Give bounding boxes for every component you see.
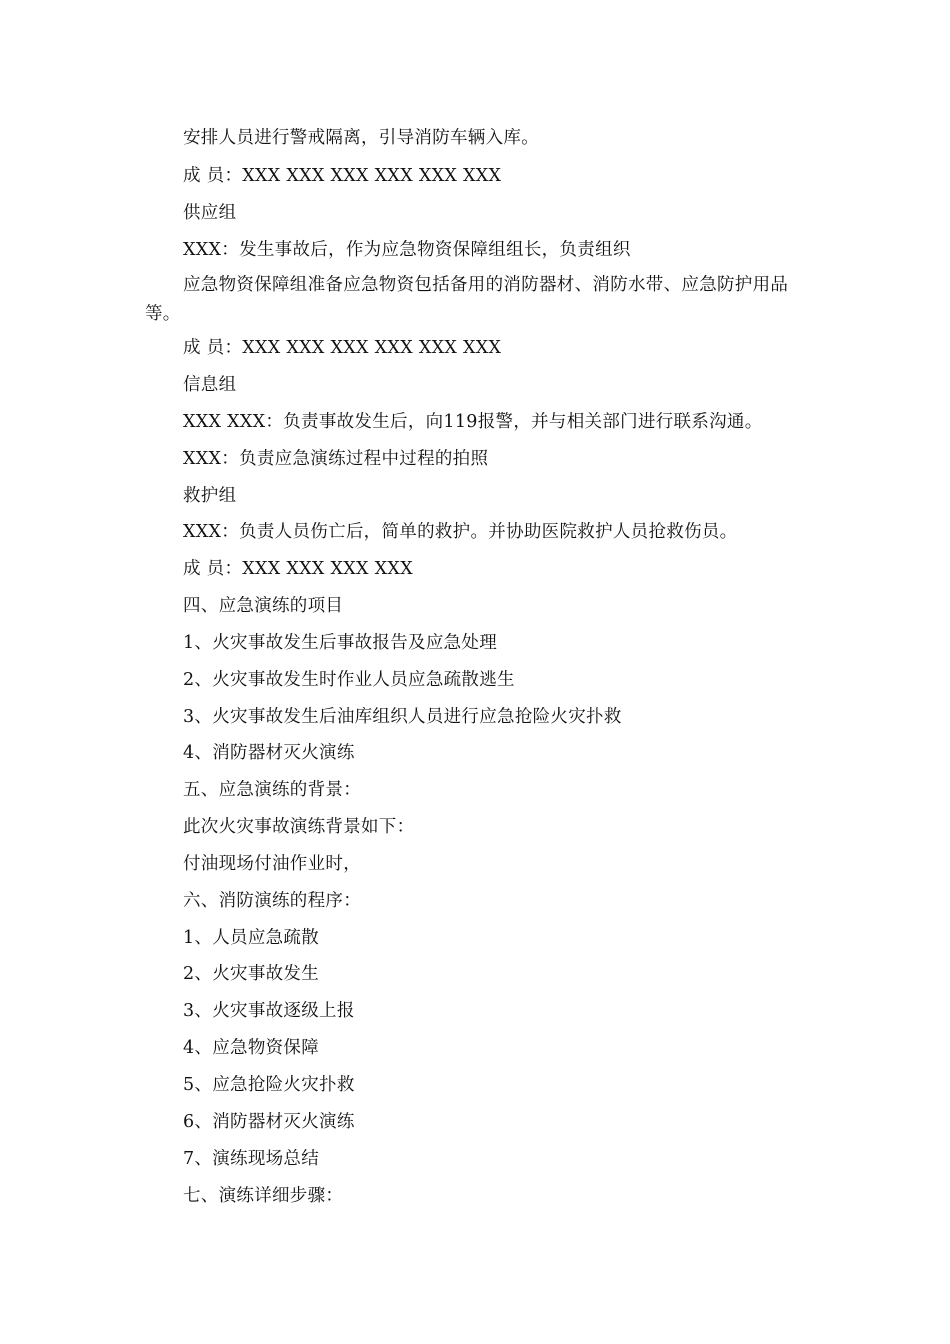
paragraph-supply-leader: XXX：发生事故后，作为应急物资保障组组长，负责组织 <box>183 240 631 260</box>
heading-drill-background: 五、应急演练的背景： <box>183 780 361 800</box>
paragraph-info-report: XXX XXX：负责事故发生后，向119报警，并与相关部门进行联系沟通。 <box>183 412 763 432</box>
list-item-drill-1: 1、火灾事故发生后事故报告及应急处理 <box>183 633 498 653</box>
heading-supply-group: 供应组 <box>183 203 237 223</box>
list-item-drill-2: 2、火灾事故发生时作业人员应急疏散逃生 <box>183 670 515 690</box>
list-item-procedure-2: 2、火灾事故发生 <box>183 964 320 984</box>
paragraph-supply-materials: 应急物资保障组准备应急物资包括备用的消防器材、消防水带、应急防护用品等。 <box>145 275 789 324</box>
paragraph-info-photo: XXX：负责应急演练过程中过程的拍照 <box>183 449 489 469</box>
paragraph-background-intro: 此次火灾事故演练背景如下： <box>183 817 415 837</box>
list-item-procedure-5: 5、应急抢险火灾扑救 <box>183 1075 355 1095</box>
list-item-drill-4: 4、消防器材灭火演练 <box>183 743 355 763</box>
list-item-procedure-4: 4、应急物资保障 <box>183 1038 320 1058</box>
paragraph-members-3: 成 员：XXX XXX XXX XXX <box>183 559 413 579</box>
paragraph-rescue-duty: XXX：负责人员伤亡后，简单的救护。并协助医院救护人员抢救伤员。 <box>183 522 738 542</box>
list-item-procedure-3: 3、火灾事故逐级上报 <box>183 1001 355 1021</box>
paragraph-members-2: 成 员：XXX XXX XXX XXX XXX XXX <box>183 338 502 358</box>
list-item-procedure-7: 7、演练现场总结 <box>183 1149 320 1169</box>
heading-drill-procedure: 六、消防演练的程序： <box>183 891 361 911</box>
heading-rescue-group: 救护组 <box>183 486 237 506</box>
heading-drill-items: 四、应急演练的项目 <box>183 596 344 616</box>
list-item-drill-3: 3、火灾事故发生后油库组织人员进行应急抢险火灾扑救 <box>183 707 622 727</box>
paragraph-background-scene: 付油现场付油作业时， <box>183 854 361 874</box>
heading-info-group: 信息组 <box>183 375 237 395</box>
paragraph-members-1: 成 员：XXX XXX XXX XXX XXX XXX <box>183 166 502 186</box>
paragraph-alert-isolation: 安排人员进行警戒隔离，引导消防车辆入库。 <box>183 128 539 148</box>
heading-detailed-steps: 七、演练详细步骤： <box>183 1186 344 1206</box>
list-item-procedure-1: 1、人员应急疏散 <box>183 928 320 948</box>
list-item-procedure-6: 6、消防器材灭火演练 <box>183 1112 355 1132</box>
